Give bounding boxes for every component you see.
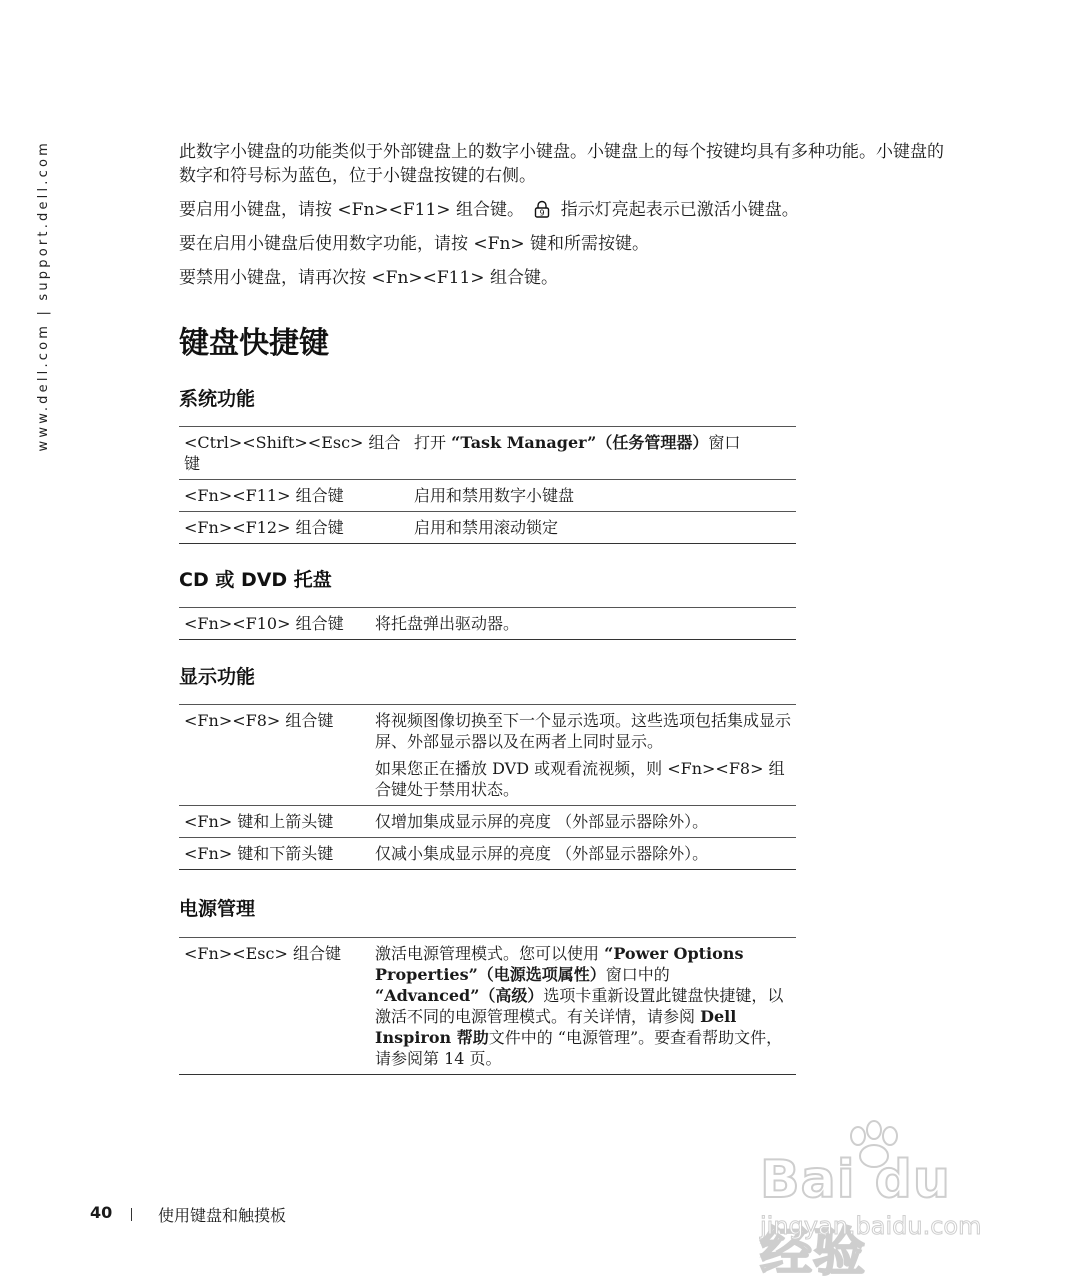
power-shortcuts-table — [179, 937, 796, 1075]
section-title-cd: CD 或 DVD 托盘 — [179, 569, 332, 591]
intro-p2-after: 指示灯亮起表示已激活小键盘。 — [560, 200, 799, 220]
shortcut-key: <Fn><F11> 组合键 — [184, 486, 344, 505]
svg-text:9: 9 — [539, 208, 545, 218]
desc-part: 激活电源管理模式。您可以使用 — [375, 944, 600, 963]
system-shortcuts-table — [179, 426, 796, 544]
shortcut-desc: 仅减小集成显示屏的亮度 （外部显示器除外）。 — [375, 844, 709, 863]
cd-shortcuts-table — [179, 607, 796, 640]
shortcut-desc — [370, 705, 796, 806]
shortcut-key: <Fn><F12> 组合键 — [184, 518, 344, 537]
section-title-display: 显示功能 — [179, 666, 256, 688]
desc-post: 窗口 — [708, 433, 741, 452]
shortcut-desc: 将托盘弹出驱动器。 — [375, 614, 520, 633]
desc-bold: “Power Options Properties”（电源选项属性） — [375, 944, 744, 984]
baidu-watermark — [750, 1120, 1010, 1283]
shortcut-key: <Fn> 键和下箭头键 — [184, 844, 334, 863]
display-shortcuts-table — [179, 704, 796, 870]
table-row — [179, 938, 796, 1075]
chapter-title: 使用键盘和触摸板 — [158, 1206, 287, 1225]
shortcut-desc — [409, 427, 796, 480]
shortcut-desc: 启用和禁用滚动锁定 — [414, 518, 559, 537]
table-row — [179, 705, 796, 806]
shortcut-desc: 启用和禁用数字小键盘 — [414, 486, 575, 505]
intro-paragraph-3: 要在启用小键盘后使用数字功能，请按 <Fn> 键和所需按键。 — [179, 234, 650, 254]
desc-part: 文件中的 “电源管理”。要查看帮助文件，请参阅第 14 页。 — [375, 1028, 783, 1068]
sidebar-url: www.dell.com | support.dell.com — [36, 140, 51, 452]
table-row — [179, 838, 796, 870]
table-row — [179, 480, 796, 512]
intro-text — [179, 140, 959, 300]
intro-paragraph-4: 要禁用小键盘，请再次按 <Fn><F11> 组合键。 — [179, 268, 558, 288]
watermark-brand: Bai du 经验 — [760, 1150, 951, 1283]
shortcut-desc: 仅增加集成显示屏的亮度 （外部显示器除外）。 — [375, 812, 709, 831]
section-title-power: 电源管理 — [179, 898, 256, 920]
desc-pre: 打开 — [414, 433, 447, 452]
page-number: 40 — [90, 1203, 113, 1222]
table-row — [179, 806, 796, 838]
table-row — [179, 512, 796, 544]
intro-paragraph-1: 此数字小键盘的功能类似于外部键盘上的数字小键盘。小键盘上的每个按键均具有多种功能。小键盘的数字和符号标为蓝色，位于小键盘按键的右侧。 — [179, 142, 944, 186]
intro-paragraph-2 — [179, 198, 959, 222]
shortcut-key: <Ctrl><Shift><Esc> 组合键 — [184, 433, 401, 473]
table-row — [179, 427, 796, 480]
shortcut-key: <Fn><F8> 组合键 — [184, 711, 334, 730]
desc-bold: Dell Inspiron 帮助 — [375, 1007, 737, 1047]
shortcut-desc — [370, 938, 796, 1075]
num-lock-icon — [533, 200, 551, 218]
section-title-system: 系统功能 — [179, 388, 256, 410]
desc-bold: “Advanced”（高级） — [375, 986, 544, 1005]
shortcut-key: <Fn><Esc> 组合键 — [184, 944, 341, 963]
desc-bold: “Task Manager”（任务管理器） — [451, 433, 709, 452]
shortcut-key: <Fn><F10> 组合键 — [184, 614, 344, 633]
shortcut-key: <Fn> 键和上箭头键 — [184, 812, 334, 831]
desc-paragraph: 如果您正在播放 DVD 或观看流视频，则 <Fn><F8> 组合键处于禁用状态。 — [375, 759, 785, 799]
page-heading: 键盘快捷键 — [179, 326, 329, 361]
desc-paragraph: 将视频图像切换至下一个显示选项。这些选项包括集成显示屏、外部显示器以及在两者上同时显示。 — [375, 711, 792, 751]
watermark-url: jingyan.baidu.com — [760, 1212, 982, 1240]
table-row — [179, 608, 796, 640]
intro-p2-before: 要启用小键盘，请按 <Fn><F11> 组合键。 — [179, 200, 524, 220]
footer-divider — [131, 1208, 132, 1221]
desc-part: 窗口中的 — [605, 965, 670, 984]
desc-part: 选项卡重新设置此键盘快捷键，以激活不同的电源管理模式。有关详情，请参阅 — [375, 986, 784, 1026]
